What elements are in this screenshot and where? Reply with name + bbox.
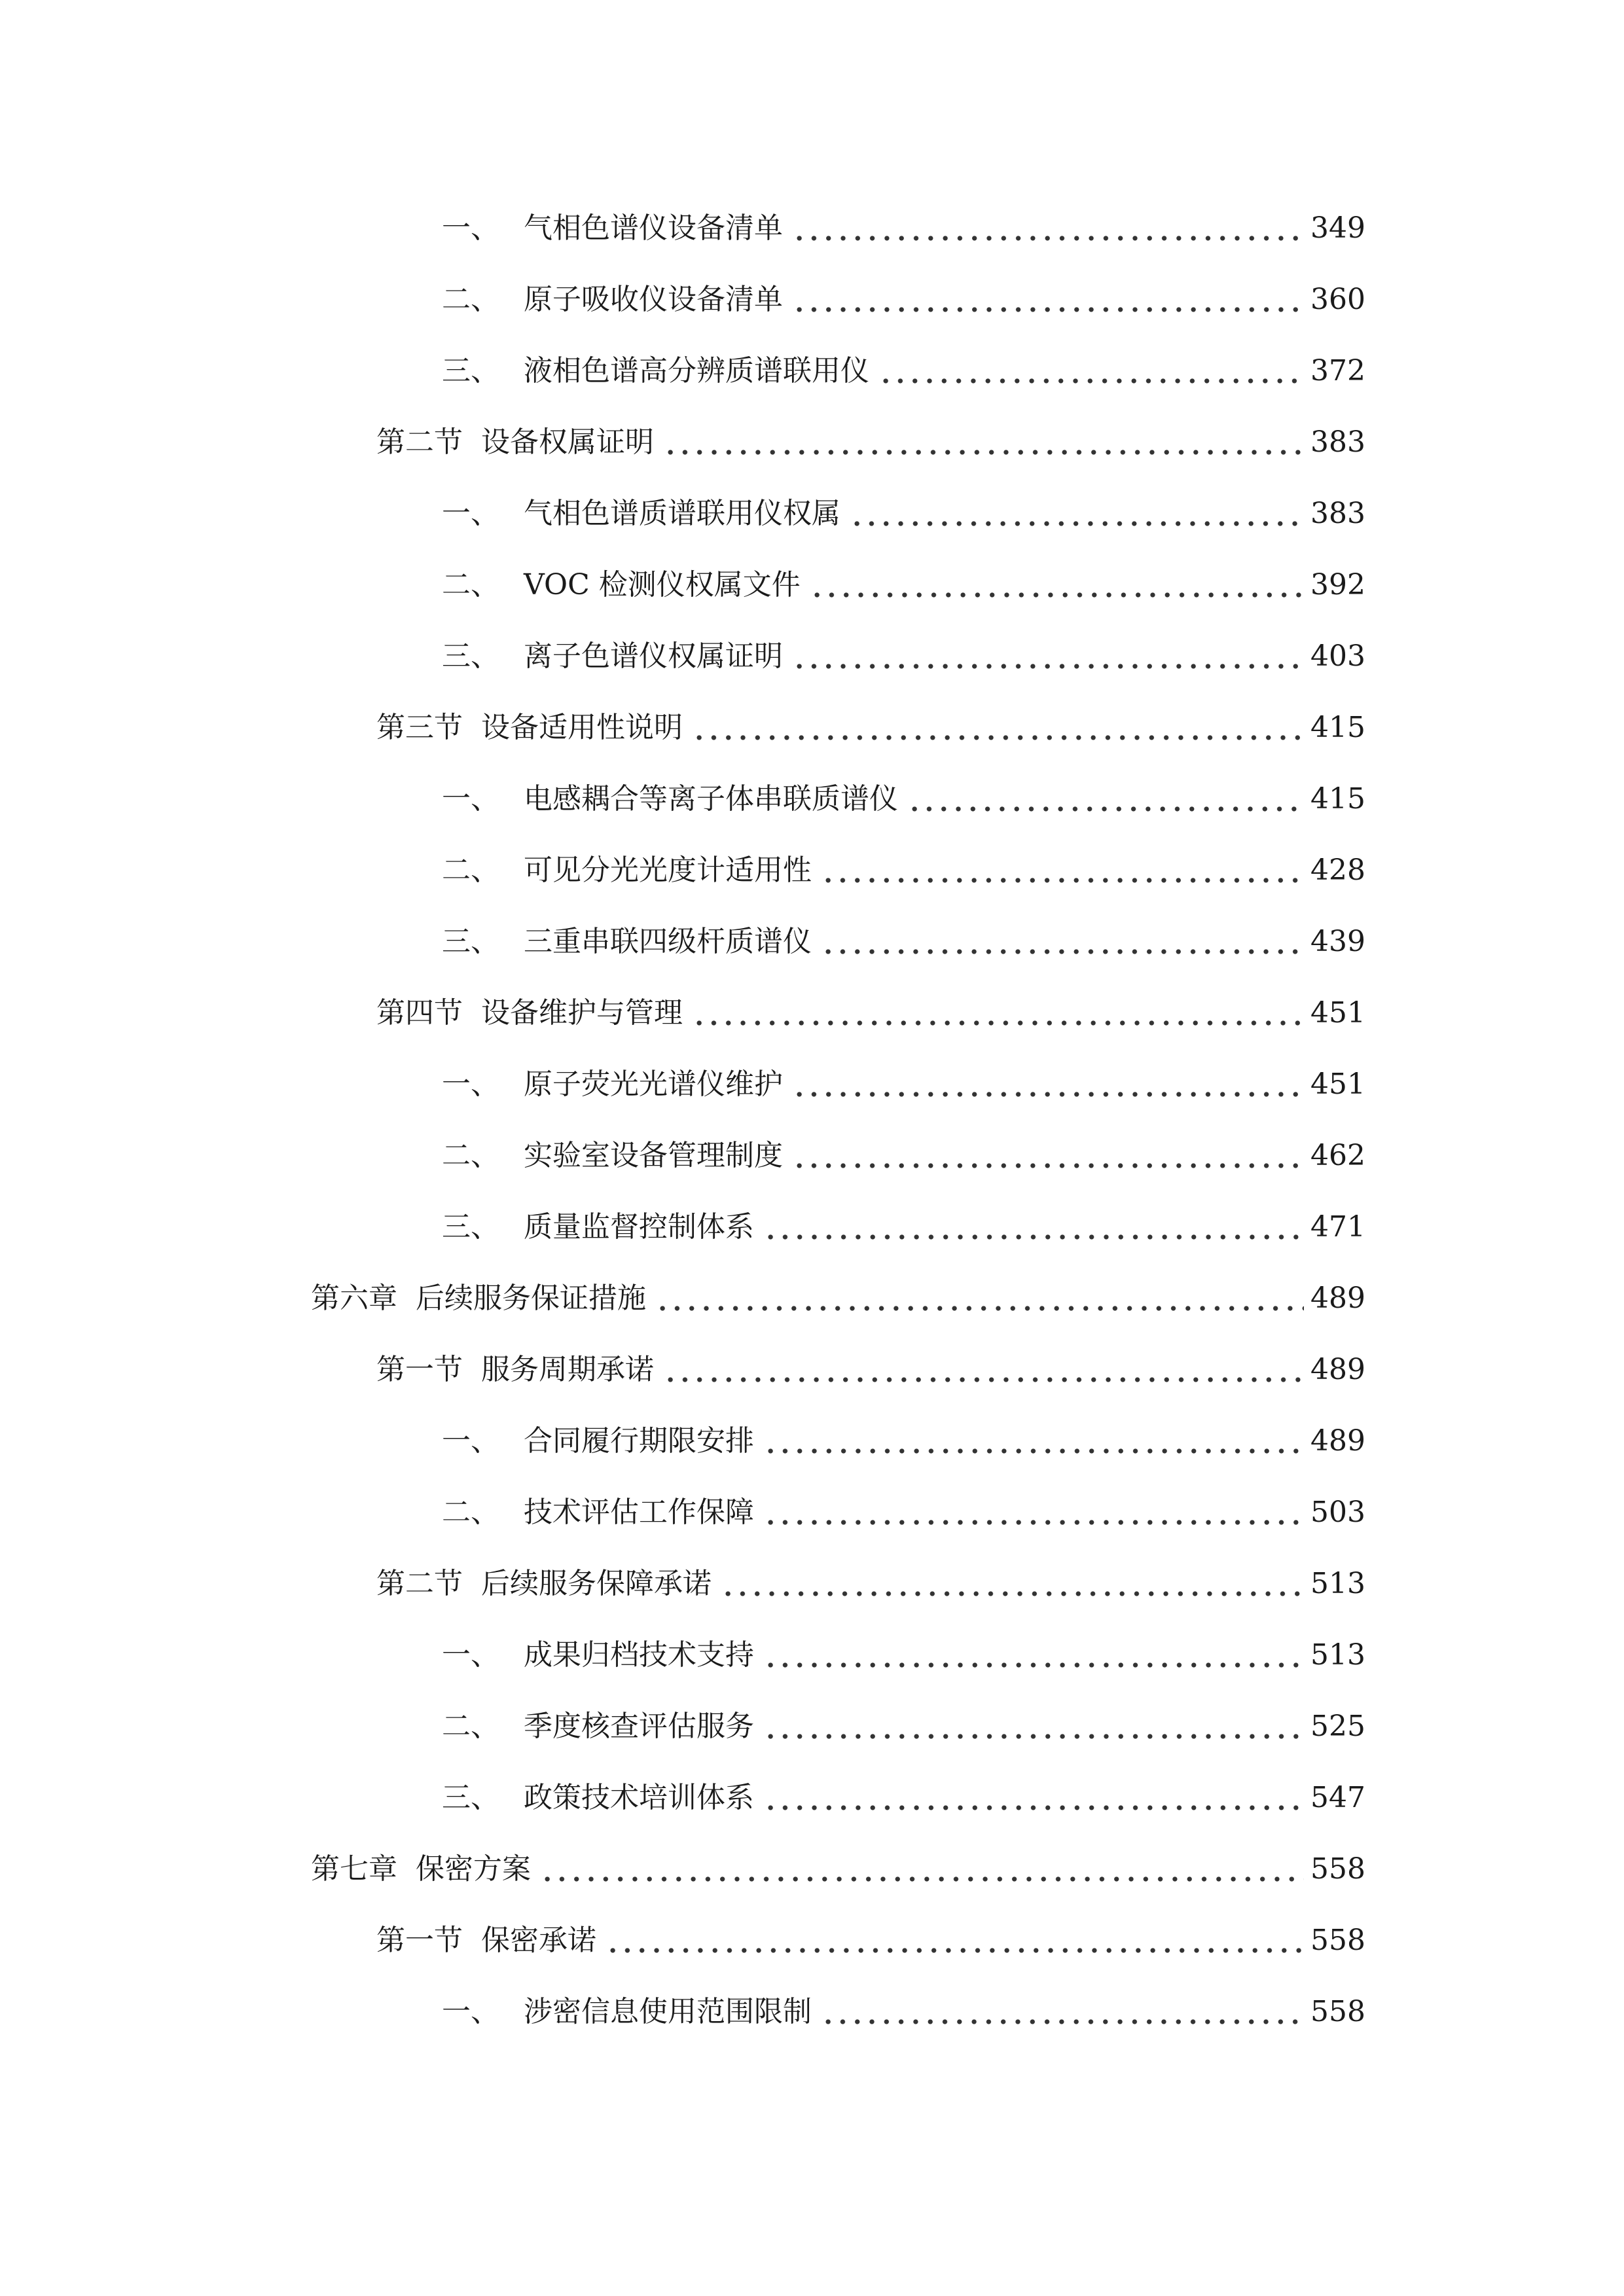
toc-number: 第四节 (376, 996, 463, 1030)
dot-leader (663, 420, 1304, 465)
toc-number: 二、 (442, 283, 499, 316)
toc-number: 一、 (442, 1638, 499, 1672)
toc-title: 政策技术培训体系 (524, 1781, 754, 1814)
toc-page-number: 428 (1310, 853, 1365, 887)
toc-title: 保密承诺 (481, 1924, 596, 1957)
toc-title: 后续服务保证措施 (416, 1282, 646, 1315)
toc-page-number: 558 (1310, 1995, 1365, 2028)
dot-leader (763, 1490, 1304, 1535)
toc-page-number: 462 (1310, 1139, 1365, 1172)
toc-title: 技术评估工作保障 (524, 1496, 754, 1529)
toc-entry[interactable] (442, 1704, 1365, 1749)
toc-title: 保密方案 (416, 1852, 531, 1886)
toc-page-number: 451 (1310, 996, 1365, 1030)
toc-number: 一、 (442, 782, 499, 816)
toc-title: 气相色谱质谱联用仪权属 (524, 497, 840, 530)
toc-entry[interactable] (442, 1490, 1365, 1535)
toc-title: 后续服务保障承诺 (481, 1567, 712, 1600)
toc-title: 服务周期承诺 (481, 1353, 654, 1386)
toc-entry[interactable] (376, 1561, 1365, 1607)
toc-number: 一、 (442, 1424, 499, 1458)
toc-number: 二、 (442, 1710, 499, 1743)
dot-leader (792, 277, 1304, 323)
toc-page-number: 383 (1310, 497, 1365, 530)
toc-title: VOC 检测仪权属文件 (524, 568, 801, 601)
toc-number: 第一节 (376, 1924, 463, 1957)
toc-entry[interactable] (442, 562, 1365, 608)
dot-leader (763, 1418, 1304, 1464)
toc-number: 一、 (442, 497, 499, 530)
toc-page-number: 558 (1310, 1924, 1365, 1957)
toc-number: 三、 (442, 925, 499, 958)
toc-entry[interactable] (442, 348, 1365, 394)
dot-leader (763, 1775, 1304, 1821)
dot-leader (605, 1918, 1304, 1964)
toc-entry[interactable] (442, 1204, 1365, 1250)
dot-leader (763, 1632, 1304, 1678)
toc-entry[interactable] (376, 1918, 1365, 1964)
toc-number: 一、 (442, 1995, 499, 2028)
toc-page-number: 489 (1310, 1282, 1365, 1315)
toc-entry[interactable] (442, 1632, 1365, 1678)
dot-leader (721, 1561, 1304, 1607)
toc-page-number: 471 (1310, 1210, 1365, 1244)
toc-number: 第二节 (376, 425, 463, 459)
toc-page-number: 383 (1310, 425, 1365, 459)
dot-leader (792, 1133, 1304, 1179)
toc-entry[interactable] (442, 776, 1365, 822)
toc-title: 离子色谱仪权属证明 (524, 639, 783, 673)
toc-number: 二、 (442, 568, 499, 601)
dot-leader (792, 1062, 1304, 1107)
toc-number: 二、 (442, 1139, 499, 1172)
toc-title: 电感耦合等离子体串联质谱仪 (524, 782, 898, 816)
toc-entry[interactable] (442, 634, 1365, 679)
toc-number: 一、 (442, 1067, 499, 1101)
toc-page-number: 403 (1310, 639, 1365, 673)
toc-number: 三、 (442, 354, 499, 387)
dot-leader (540, 1846, 1304, 1892)
dot-leader (763, 1704, 1304, 1749)
dot-leader (692, 990, 1304, 1036)
toc-entry[interactable] (442, 1133, 1365, 1179)
toc-title: 原子荧光光谱仪维护 (524, 1067, 783, 1101)
toc-title: 成果归档技术支持 (524, 1638, 754, 1672)
toc-number: 三、 (442, 1781, 499, 1814)
toc-title: 涉密信息使用范围限制 (524, 1995, 812, 2028)
toc-number: 二、 (442, 1496, 499, 1529)
dot-leader (878, 348, 1304, 394)
toc-entry[interactable] (376, 420, 1365, 465)
dot-leader (792, 634, 1304, 679)
toc-entry[interactable] (376, 705, 1365, 751)
toc-page-number: 513 (1310, 1638, 1365, 1672)
toc-title: 设备适用性说明 (481, 711, 683, 744)
toc-title: 气相色谱仪设备清单 (524, 211, 783, 245)
toc-entry[interactable] (442, 206, 1365, 251)
toc-entry[interactable] (442, 1775, 1365, 1821)
toc-title: 设备权属证明 (481, 425, 654, 459)
toc-entry[interactable] (442, 1989, 1365, 2035)
toc-title: 三重串联四级杆质谱仪 (524, 925, 812, 958)
toc-page-number: 372 (1310, 354, 1365, 387)
toc-title: 可见分光光度计适用性 (524, 853, 812, 887)
toc-page-number: 439 (1310, 925, 1365, 958)
dot-leader (821, 919, 1304, 965)
toc-page-number: 392 (1310, 568, 1365, 601)
dot-leader (692, 705, 1304, 751)
toc-page-number: 415 (1310, 782, 1365, 816)
dot-leader (907, 776, 1304, 822)
toc-number: 一、 (442, 211, 499, 245)
toc-page-number: 489 (1310, 1424, 1365, 1458)
toc-entry[interactable] (442, 1062, 1365, 1107)
toc-page-number: 489 (1310, 1353, 1365, 1386)
toc-number: 第二节 (376, 1567, 463, 1600)
toc-page-number: 415 (1310, 711, 1365, 744)
dot-leader (821, 1989, 1304, 2035)
toc-entry[interactable] (311, 1276, 1365, 1321)
dot-leader (821, 848, 1304, 893)
toc-number: 第七章 (311, 1852, 397, 1886)
toc-page-number: 547 (1310, 1781, 1365, 1814)
toc-page-number: 503 (1310, 1496, 1365, 1529)
toc-page-number: 525 (1310, 1710, 1365, 1743)
toc-entry[interactable] (376, 1347, 1365, 1393)
toc-title: 液相色谱高分辨质谱联用仪 (524, 354, 869, 387)
toc-title: 原子吸收仪设备清单 (524, 283, 783, 316)
dot-leader (850, 491, 1304, 537)
toc-number: 第六章 (311, 1282, 397, 1315)
toc-entry[interactable] (442, 491, 1365, 537)
toc-entry[interactable] (442, 277, 1365, 323)
toc-entry[interactable] (442, 919, 1365, 965)
toc-number: 第三节 (376, 711, 463, 744)
toc-entry[interactable] (376, 990, 1365, 1036)
toc-number: 三、 (442, 639, 499, 673)
toc-page-number: 360 (1310, 283, 1365, 316)
toc-title: 季度核查评估服务 (524, 1710, 754, 1743)
dot-leader (655, 1276, 1304, 1321)
toc-page-number: 451 (1310, 1067, 1365, 1101)
toc-number: 二、 (442, 853, 499, 887)
dot-leader (810, 562, 1304, 608)
dot-leader (792, 206, 1304, 251)
toc-title: 合同履行期限安排 (524, 1424, 754, 1458)
dot-leader (763, 1204, 1304, 1250)
toc-number: 三、 (442, 1210, 499, 1244)
toc-title: 质量监督控制体系 (524, 1210, 754, 1244)
toc-page-number: 513 (1310, 1567, 1365, 1600)
toc-number: 第一节 (376, 1353, 463, 1386)
toc-entry[interactable] (442, 1418, 1365, 1464)
toc-entry[interactable] (442, 848, 1365, 893)
dot-leader (663, 1347, 1304, 1393)
toc-title: 实验室设备管理制度 (524, 1139, 783, 1172)
toc-page-number: 349 (1310, 211, 1365, 245)
toc-page-number: 558 (1310, 1852, 1365, 1886)
toc-entry[interactable] (311, 1846, 1365, 1892)
toc-title: 设备维护与管理 (481, 996, 683, 1030)
